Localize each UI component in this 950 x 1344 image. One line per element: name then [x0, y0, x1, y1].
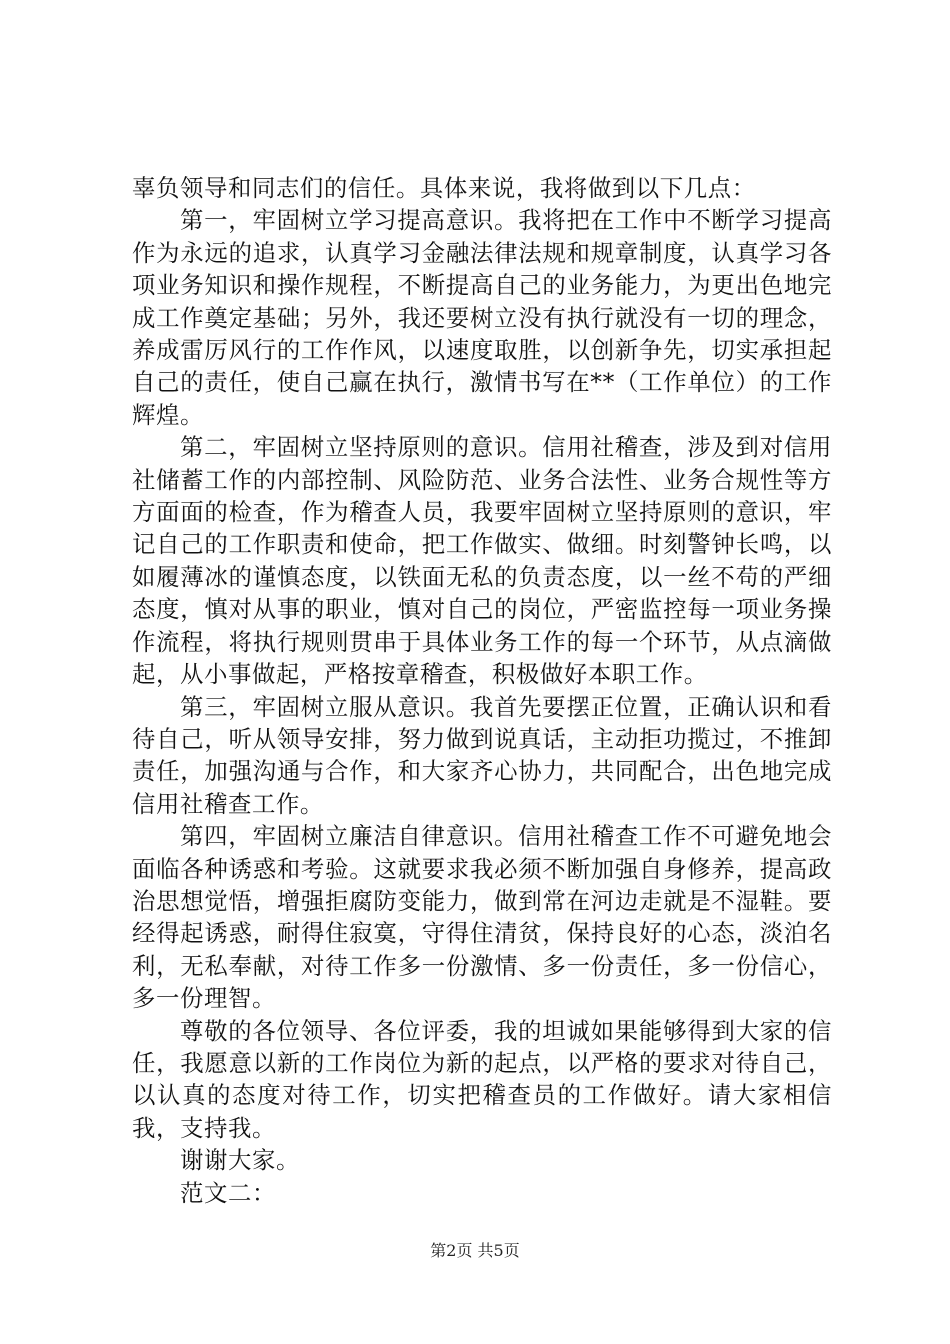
paragraph-point-two: 第二，牢固树立坚持原则的意识。信用社稽查，涉及到对信用社储蓄工作的内部控制、风险防范、业务合法性、业务合规性等方方面面的检查，作为稽查人员，我要牢固树立坚持原则的意识，牢记自己的工作职责和使命，把工作做实、做细。时刻警钟长鸣，以如履薄冰的谨慎态度，以铁面无私的负责态度，以一丝不苟的严细态度，慎对从事的职业，慎对自己的岗位，严密监控每一项业务操作流程，将执行规则贯串于具体业务工作的每一个环节，从点滴做起，从小事做起，严格按章稽查，积极做好本职工作。: [132, 433, 832, 689]
page-number-footer: 第2页 共5页: [430, 1241, 520, 1260]
paragraph-point-four: 第四，牢固树立廉洁自律意识。信用社稽查工作不可避免地会面临各种诱惑和考验。这就要求我必须不断加强自身修养，提高政治思想觉悟，增强拒腐防变能力，做到常在河边走就是不湿鞋。要经得起诱惑，耐得住寂寞，守得住清贫，保持良好的心态，淡泊名利，无私奉献，对待工作多一份激情、多一份责任，多一份信心，多一份理智。: [132, 822, 832, 1013]
paragraph-point-three: 第三，牢固树立服从意识。我首先要摆正位置，正确认识和看待自己，听从领导安排，努力做到说真话，主动拒功揽过，不推卸责任，加强沟通与合作，和大家齐心协力，共同配合，出色地完成信用社稽查工作。: [132, 692, 832, 818]
document-body: [132, 172, 832, 1209]
paragraph-sample-two: 范文二：: [180, 1178, 276, 1207]
paragraph-continuation: 辜负领导和同志们的信任。具体来说，我将做到以下几点：: [132, 174, 756, 202]
paragraph-thanks: 谢谢大家。: [180, 1146, 300, 1175]
paragraph-point-one: 第一，牢固树立学习提高意识。我将把在工作中不断学习提高作为永远的追求，认真学习金融法律法规和规章制度，认真学习各项业务知识和操作规程，不断提高自己的业务能力，为更出色地完成工作奠定基础；另外，我还要树立没有执行就没有一切的理念，养成雷厉风行的工作作风，以速度取胜，以创新争先，切实承担起自己的责任，使自己赢在执行，激情书写在**（工作单位）的工作辉煌。: [132, 206, 832, 429]
paragraph-closing: 尊敬的各位领导、各位评委，我的坦诚如果能够得到大家的信任，我愿意以新的工作岗位为新的起点，以严格的要求对待自己，以认真的态度对待工作，切实把稽查员的工作做好。请大家相信我，支持我。: [132, 1016, 832, 1142]
